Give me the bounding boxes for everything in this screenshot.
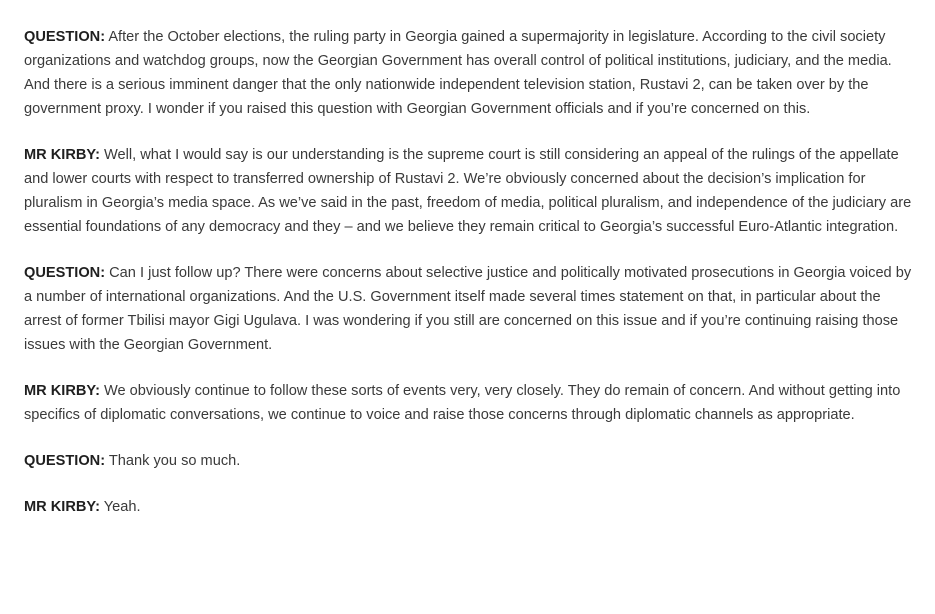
- entry-text: Yeah.: [103, 499, 141, 515]
- speaker-label: QUESTION:: [24, 453, 106, 469]
- transcript-entry: [24, 261, 920, 357]
- entry-text: After the October elections, the ruling party in Georgia gained a supermajority in legislature. According to the civil society organizations and watchdog groups, now the Georgian Government has overall control of political institutions, judiciary, and the media. And there is a serious imminent danger that the only nationwide independent television station, Rustavi 2, can be taken over by the government proxy. I wonder if you raised this question with Georgian Government officials and if you’re concerned on this.: [24, 29, 892, 117]
- speaker-label: MR KIRBY:: [24, 147, 100, 163]
- speaker-label: MR KIRBY:: [24, 499, 100, 515]
- entry-text: Can I just follow up? There were concerns about selective justice and politically motivated prosecutions in Georgia voiced by a number of international organizations. And the U.S. Government itself made several times statement on that, in particular about the arrest of former Tbilisi mayor Gigi Ugulava. I was wondering if you still are concerned on this issue and if you’re continuing raising those issues with the Georgian Government.: [24, 265, 912, 353]
- speaker-label: QUESTION:: [24, 265, 106, 281]
- speaker-label: MR KIRBY:: [24, 383, 100, 399]
- entry-text: We obviously continue to follow these sorts of events very, very closely. They do remain of concern. And without getting into specifics of diplomatic conversations, we continue to voice and raise those concerns through diplomatic channels as appropriate.: [24, 383, 901, 423]
- speaker-label: QUESTION:: [24, 29, 106, 45]
- transcript-entry: [24, 143, 920, 239]
- transcript-entry: [24, 379, 920, 427]
- transcript: [24, 25, 920, 541]
- transcript-entry: [24, 25, 920, 121]
- transcript-entry: [24, 449, 920, 473]
- entry-text: Well, what I would say is our understanding is the supreme court is still considering an appeal of the rulings of the appellate and lower courts with respect to transferred ownership of Rustavi 2. We’re obviously concerned about the decision’s implication for pluralism in Georgia’s media space. As we’ve said in the past, freedom of media, political pluralism, and independence of the judiciary are essential foundations of any democracy and they – and we believe they remain critical to Georgia’s successful Euro-Atlantic integration.: [24, 147, 912, 235]
- transcript-entry: [24, 495, 920, 519]
- entry-text: Thank you so much.: [108, 453, 241, 469]
